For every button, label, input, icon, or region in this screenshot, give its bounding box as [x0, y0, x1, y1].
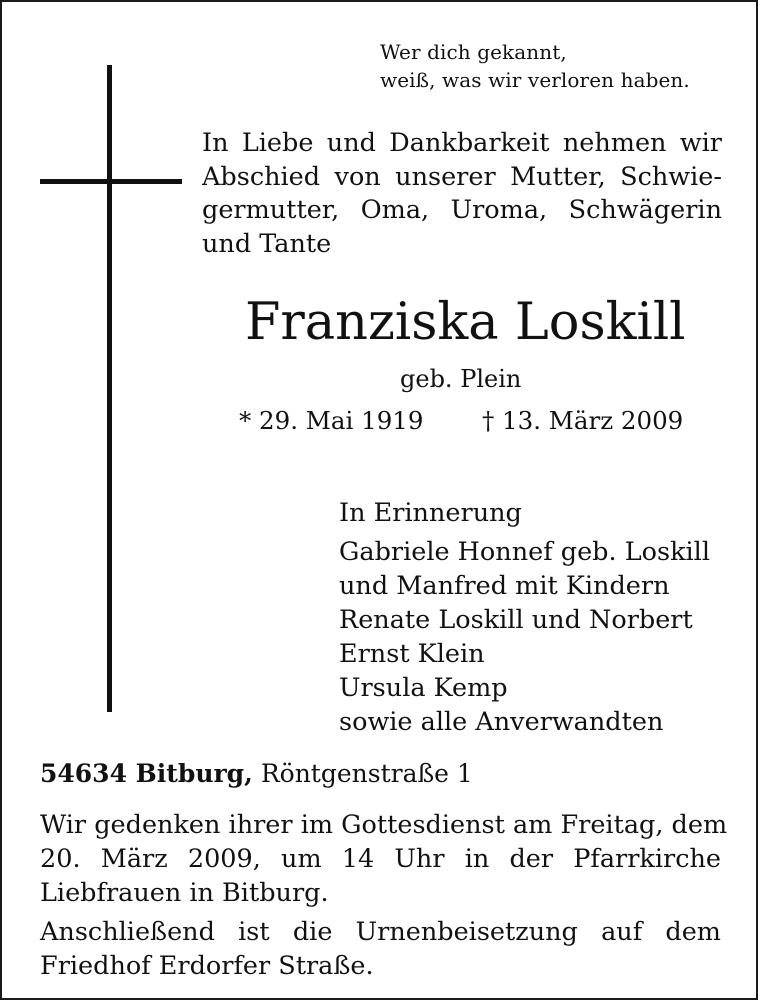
burial-line: Friedhof Erdorfer Straße. — [40, 951, 374, 981]
service-line: 20. März 2009, um 14 Uhr in der Pfarrkirche — [40, 844, 721, 874]
deceased-name: Franziska Loskill — [245, 293, 686, 352]
mourning-address — [40, 758, 473, 790]
mourner-line: sowie alle Anverwandten — [339, 707, 664, 737]
service-line: Wir gedenken ihrer im Gottesdienst am Freitag, dem — [40, 810, 728, 840]
intro-line: Abschied von unserer Mutter, Schwie- — [202, 161, 722, 192]
intro-line: In Liebe und Dankbarkeit nehmen wir — [202, 128, 722, 158]
address-city: 54634 Bitburg, — [40, 759, 253, 788]
mourner-line: und Manfred mit Kindern — [339, 571, 670, 601]
cross-horizontal-bar — [40, 179, 182, 184]
burial-paragraph — [40, 915, 721, 983]
intro-line: und Tante — [202, 228, 332, 259]
motto-line: weiß, was wir verloren haben. — [380, 68, 690, 92]
intro-text — [202, 127, 722, 261]
service-line: Liebfrauen in Bitburg. — [40, 878, 329, 908]
intro-line: germutter, Oma, Uroma, Schwägerin — [202, 195, 722, 225]
birth-date: * 29. Mai 1919 — [239, 406, 424, 435]
mourners-list — [339, 496, 710, 739]
service-paragraph — [40, 808, 728, 910]
maiden-name: geb. Plein — [400, 365, 522, 393]
mourner-line: Ernst Klein — [339, 639, 485, 669]
motto-line: Wer dich gekannt, — [380, 40, 567, 64]
cross-vertical-bar — [107, 65, 112, 712]
burial-line: Anschließend ist die Urnenbeisetzung auf dem — [40, 917, 721, 947]
mourners-heading: In Erinnerung — [339, 498, 522, 528]
mourner-line: Gabriele Honnef geb. Loskill — [339, 537, 710, 567]
mourner-line: Renate Loskill und Norbert — [339, 605, 693, 635]
motto-quote — [380, 38, 690, 94]
service-info — [40, 808, 728, 983]
address-street: Röntgenstraße 1 — [260, 759, 473, 788]
mourner-line: Ursula Kemp — [339, 673, 508, 703]
death-date: † 13. März 2009 — [482, 406, 684, 435]
